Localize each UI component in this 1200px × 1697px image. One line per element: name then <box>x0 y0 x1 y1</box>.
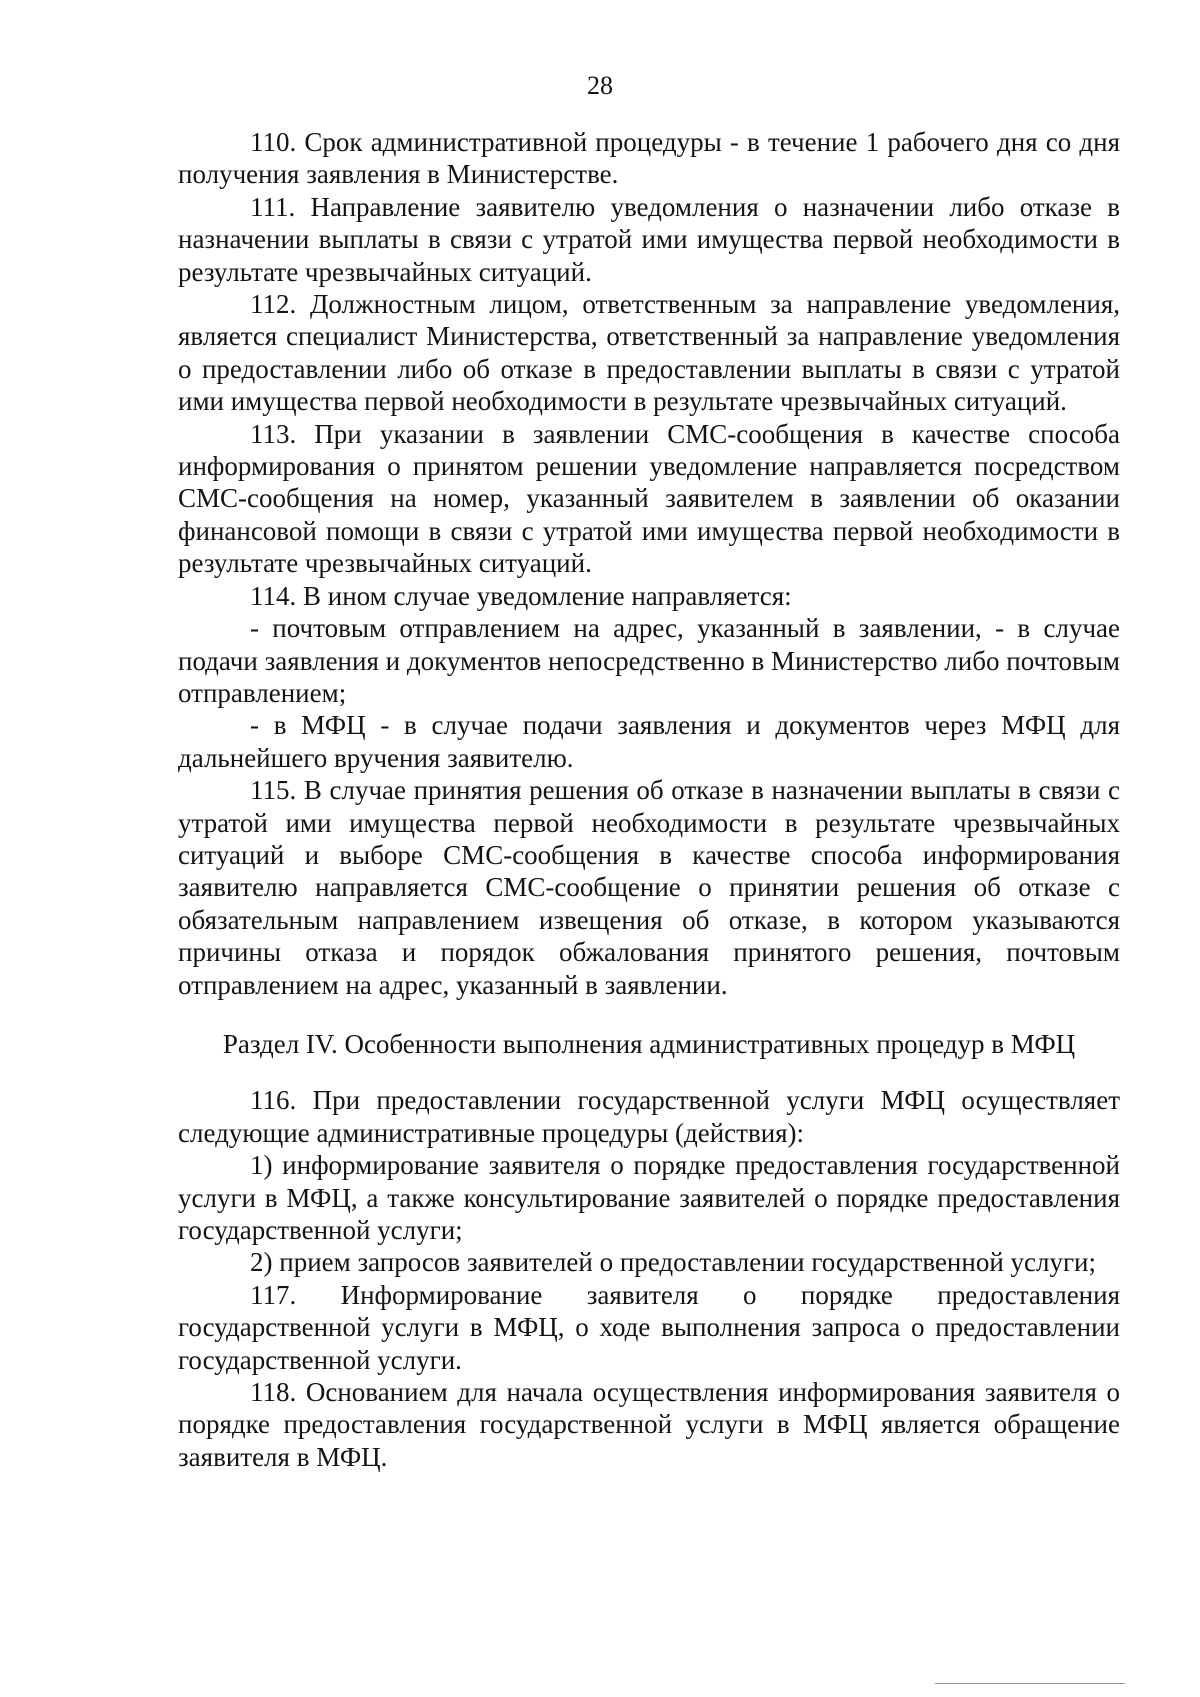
paragraph-112: 112. Должностным лицом, ответственным за направление уведомления, является специалист Министерства, ответственный за направление уведомления о предоставлении либо об отказе в предоставлении выплаты в связи с утратой ими имущества первой необходимости в результате чрезвычайных ситуаций. <box>178 289 1120 417</box>
paragraph-111: 111. Направление заявителю уведомления о назначении либо отказе в назначении выплаты в связи с утратой ими имущества первой необходимости в результате чрезвычайных ситуаций. <box>178 191 1120 287</box>
page-number: 28 <box>587 71 613 100</box>
section-heading: Раздел IV. Особенности выполнения административных процедур в МФЦ <box>222 1028 1076 1059</box>
paragraph-118: 118. Основанием для начала осуществления информирования заявителя о порядке предоставления государственной услуги в МФЦ является обращение заявителя в МФЦ. <box>178 1377 1120 1472</box>
paragraph-116-item-2: 2) прием запросов заявителей о предоставлении государственной услуги; <box>250 1247 1097 1278</box>
footer-divider <box>935 1683 1125 1684</box>
paragraph-113: 113. При указании в заявлении СМС-сообщения в качестве способа информирования о принятом решении уведомление направляется посредством СМС-сообщения на номер, указанный заявителем в заявлении об оказании финансовой помощи в связи с утратой ими имущества первой необходимости в результате чрезвычайных ситуаций. <box>178 418 1120 579</box>
paragraph-114-item-postal: - почтовым отправлением на адрес, указанный в заявлении, - в случае подачи заявления и документов непосредственно в Министерство либо почтовым отправлением; <box>178 613 1120 708</box>
paragraph-114: 114. В ином случае уведомление направляется: <box>250 580 792 611</box>
paragraph-114-item-mfc: - в МФЦ - в случае подачи заявления и документов через МФЦ для дальнейшего вручения заявителю. <box>178 710 1120 773</box>
document-body <box>178 126 1120 1473</box>
paragraph-110: 110. Срок административной процедуры - в течение 1 рабочего дня со дня получения заявления в Министерстве. <box>178 127 1120 190</box>
paragraph-115: 115. В случае принятия решения об отказе в назначении выплаты в связи с утратой ими имущества первой необходимости в результате чрезвычайных ситуаций и выборе СМС-сообщения в качестве способа информирования заявителю направляется СМС-сообщение о принятии решения об отказе с обязательным направлением извещения об отказе, в котором указываются причины отказа и порядок обжалования принятого решения, почтовым отправлением на адрес, указанный в заявлении. <box>178 775 1120 1000</box>
paragraph-117: 117. Информирование заявителя о порядке предоставления государственной услуги в МФЦ, о ходе выполнения запроса о предоставлении государственной услуги. <box>178 1279 1120 1375</box>
paragraph-116: 116. При предоставлении государственной услуги МФЦ осуществляет следующие административные процедуры (действия): <box>178 1085 1120 1148</box>
paragraph-116-item-1: 1) информирование заявителя о порядке предоставления государственной услуги в МФЦ, а также консультирование заявителей о порядке предоставления государственной услуги; <box>178 1150 1120 1245</box>
